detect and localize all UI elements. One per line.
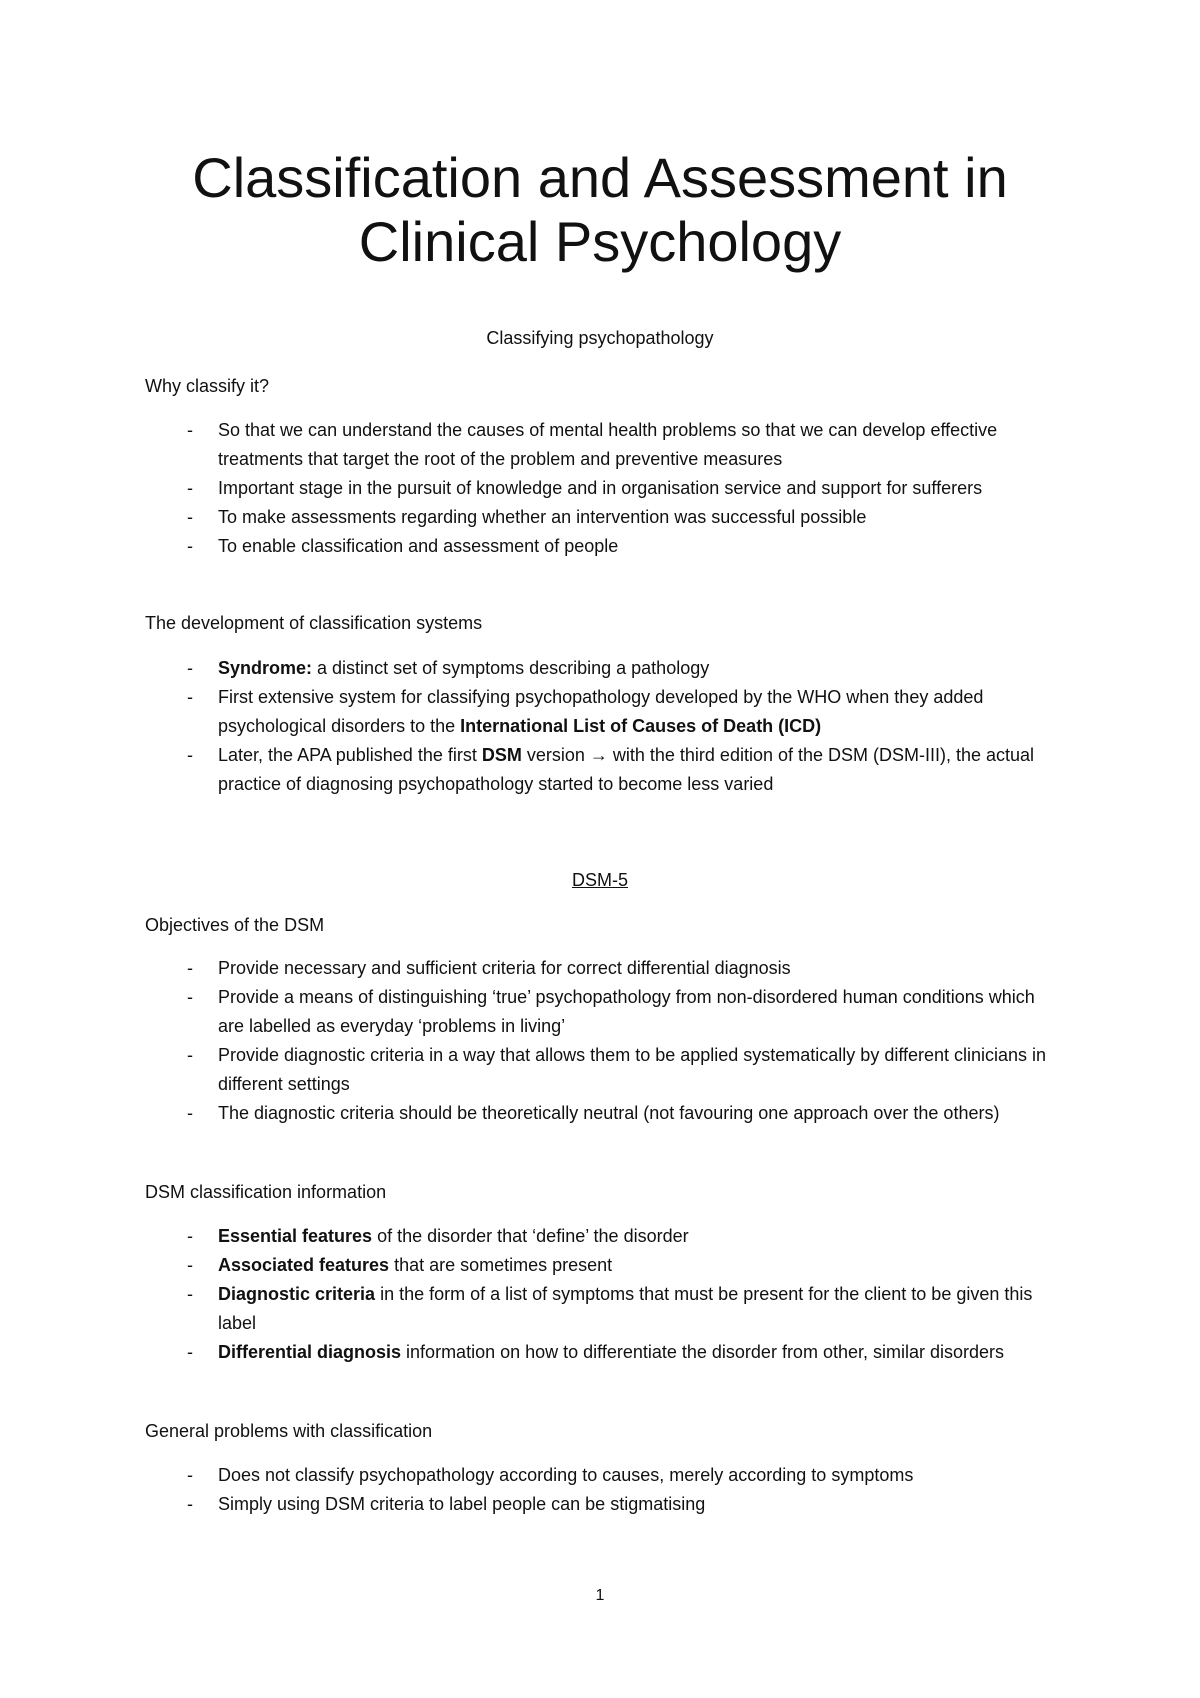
list-item: - First extensive system for classifying psychopathology developed by the WHO when they added psychological disorders to the International List of Causes of Death (ICD) — [145, 683, 1065, 741]
bullet-dash: - — [187, 1494, 193, 1514]
bullet-dash: - — [187, 536, 193, 556]
list-item: - Essential features of the disorder that ‘define’ the disorder — [145, 1222, 1065, 1251]
list-item: - Important stage in the pursuit of knowledge and in organisation service and support for sufferers — [145, 474, 1065, 503]
list-item: - Provide a means of distinguishing ‘true’ psychopathology from non-disordered human conditions which are labelled as everyday ‘problems in living’ — [145, 983, 1065, 1041]
section-heading-dsm5: DSM-5 — [571, 870, 628, 890]
bullet-dash: - — [187, 478, 193, 498]
bullet-dash: - — [187, 1045, 193, 1065]
heading-why-classify: Why classify it? — [145, 376, 270, 396]
bullet-dash: - — [187, 1255, 193, 1275]
bullet-dash: - — [187, 1342, 193, 1362]
bullet-dash: - — [187, 958, 193, 978]
heading-development: The development of classification systems — [145, 613, 483, 633]
section-heading-classifying: Classifying psychopathology — [486, 328, 714, 348]
list-item: - Provide necessary and sufficient criteria for correct differential diagnosis — [145, 954, 1065, 983]
bullet-dash: - — [187, 420, 193, 440]
list-item: - The diagnostic criteria should be theoretically neutral (not favouring one approach over the others) — [145, 1099, 1065, 1128]
bullet-dash: - — [187, 1465, 193, 1485]
bullet-dash: - — [187, 658, 193, 678]
heading-classification-info: DSM classification information — [145, 1182, 387, 1202]
list-item: - Syndrome: a distinct set of symptoms describing a pathology — [145, 654, 1065, 683]
list-item: - Provide diagnostic criteria in a way that allows them to be applied systematically by different clinicians in different settings — [145, 1041, 1065, 1099]
list-item: - Simply using DSM criteria to label people can be stigmatising — [145, 1490, 1065, 1519]
heading-objectives: Objectives of the DSM — [145, 915, 325, 935]
bullet-dash: - — [187, 507, 193, 527]
general-problems-list — [145, 1461, 1065, 1519]
development-list — [145, 654, 1065, 799]
heading-general-problems: General problems with classification — [145, 1421, 433, 1441]
bullet-dash: - — [187, 1103, 193, 1123]
list-item: - Diagnostic criteria in the form of a list of symptoms that must be present for the client to be given this label — [145, 1280, 1065, 1338]
objectives-list — [145, 954, 1065, 1128]
list-item: - So that we can understand the causes of mental health problems so that we can develop effective treatments that target the root of the problem and preventive measures — [145, 416, 1065, 474]
classification-info-list — [145, 1222, 1065, 1367]
list-item: - Associated features that are sometimes present — [145, 1251, 1065, 1280]
bullet-dash: - — [187, 1226, 193, 1246]
why-classify-list — [145, 416, 1065, 561]
list-item: - Later, the APA published the first DSM version → with the third edition of the DSM (DSM-III), the actual practice of diagnosing psychopathology started to become less varied — [145, 741, 1065, 799]
bullet-dash: - — [187, 745, 193, 765]
page-number: 1 — [595, 1587, 605, 1604]
arrow-right-icon: → — [589, 745, 608, 765]
list-item: - To make assessments regarding whether an intervention was successful possible — [145, 503, 1065, 532]
bullet-dash: - — [187, 687, 193, 707]
bullet-dash: - — [187, 987, 193, 1007]
bullet-dash: - — [187, 1284, 193, 1304]
list-item: - Does not classify psychopathology according to causes, merely according to symptoms — [145, 1461, 1065, 1490]
document-title: Classification and Assessment in Clinical Psychology — [192, 146, 1008, 273]
list-item: - Differential diagnosis information on how to differentiate the disorder from other, similar disorders — [145, 1338, 1065, 1367]
list-item: - To enable classification and assessment of people — [145, 532, 1065, 561]
